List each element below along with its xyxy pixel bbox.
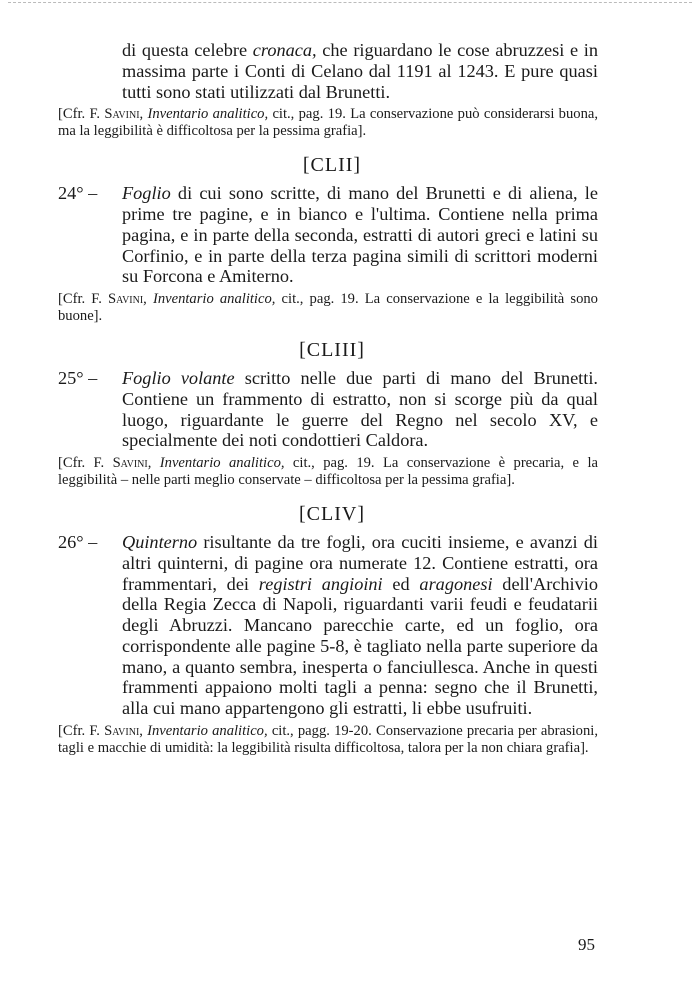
entry-lead: Foglio [122, 183, 171, 204]
note-intro [58, 106, 598, 139]
entry-text-3: dell'Archivio della Regia Zecca di Napoli, riguardanti varii feudi e feudatarii degli Abruzzi. Mancano parecchie carte, ed un foglio, ora corrispondente alle pagine 5-8, è tagliato nella parte superiore da mano, a quanto sembra, inesperta o fanciullesca. Anche in questi frammenti appaiono molti tagli a penna: segno che il Brunetti, alla cui mano appartengono gli estratti, li ebbe usufruiti. [122, 573, 598, 719]
entry-lead: Quinterno [122, 531, 198, 552]
entry-number: 24° – [58, 183, 98, 204]
scan-edge-line [8, 2, 692, 3]
page-number: 95 [578, 935, 595, 954]
note-cliv [58, 723, 598, 756]
entry-text: scritto nelle due parti di mano del Brunetti. Contiene un frammento di estratto, non si scorge più da qual luogo, riguardante le guerre del Regno nel secolo XV, e specialmente dei noti condottieri Caldora. [122, 367, 598, 451]
note-work-title: Inventario analitico, [152, 291, 276, 308]
note-work-title: Inventario analitico, [159, 455, 285, 472]
entry-number: 25° – [58, 367, 98, 388]
note-text: cit., pagg. 19-20. Conservazione precaria per abrasioni, tagli e macchie di umidità: la leggibilità risulta difficoltosa, talora per la non chiara grafia]. [58, 723, 598, 756]
note-author: Savini, [112, 455, 152, 472]
note-author: Savini, [108, 291, 147, 308]
entry-italic-2: aragonesi [419, 573, 493, 594]
entry-24 [58, 183, 598, 287]
intro-italic: cronaca, [252, 40, 317, 60]
entry-italic-1: registri angioini [258, 573, 383, 594]
note-text: cit., pag. 19. La conservazione e la leggibilità sono buone]. [58, 291, 598, 324]
entry-text-1: risultante da tre fogli, ora cuciti insieme, e avanzi di altri quinterni, di pagine ora numerate 12. Contiene estratti, ora frammentari, dei [122, 531, 598, 594]
note-work-title: Inventario analitico, [147, 723, 268, 740]
note-prefix: [Cfr. F. [58, 291, 109, 308]
note-prefix: [Cfr. F. [58, 455, 113, 472]
section-heading-cliv: [CLIV] [299, 502, 365, 525]
entry-lead: Foglio volante [122, 367, 235, 388]
page-body [58, 40, 598, 771]
entry-25 [58, 368, 598, 451]
note-author: Savini, [104, 106, 144, 123]
section-heading-clii: [CLII] [302, 154, 362, 177]
note-text: cit., pag. 19. La conservazione può considerarsi buona, ma la leggibilità è difficoltosa per la pessima grafia]. [58, 106, 598, 139]
entry-text: di cui sono scritte, di mano del Brunetti e di aliena, le prime tre pagine, e in bianco e l'ultima. Contiene nella prima pagina, e in parte della seconda, estratti di autori greci e latini su Corfinio, e in parte della terza pagina simili di scrittori moderni su Forcona e Amiterno. [122, 183, 598, 287]
note-author: Savini, [104, 723, 143, 740]
intro-text-1: di questa celebre [122, 40, 253, 60]
note-clii [58, 291, 598, 324]
note-prefix: [Cfr. F. [58, 723, 105, 740]
note-prefix: [Cfr. F. [58, 106, 105, 123]
intro-paragraph [58, 40, 598, 102]
intro-text-2: che riguardano le cose abruzzesi e in massima parte i Conti di Celano dal 1191 al 1243. E pure quasi tutti sono stati utilizzati dal Brunetti. [122, 40, 598, 102]
entry-text-2: ed [382, 573, 420, 594]
entry-26 [58, 532, 598, 719]
note-text: cit., pag. 19. La conservazione è precaria, e la leggibilità – nelle parti meglio conservate – difficoltosa per la pessima grafia]. [58, 455, 598, 488]
note-cliii [58, 455, 598, 488]
note-work-title: Inventario analitico, [147, 106, 269, 123]
section-heading-cliii: [CLIII] [299, 338, 365, 361]
entry-number: 26° – [58, 531, 98, 552]
